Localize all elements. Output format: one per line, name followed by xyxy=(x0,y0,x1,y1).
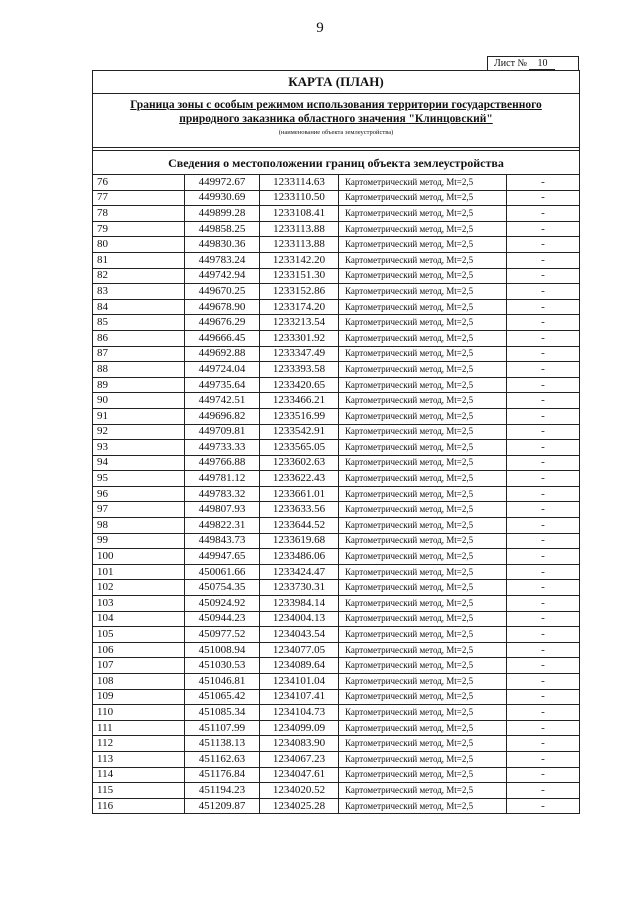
y-coordinate-cell: 1234104.73 xyxy=(260,705,339,721)
point-number-cell: 85 xyxy=(93,315,185,331)
x-coordinate-cell: 451176.84 xyxy=(185,767,260,783)
precision-cell: - xyxy=(507,190,580,206)
x-coordinate-cell: 449972.67 xyxy=(185,175,260,190)
point-number-cell: 97 xyxy=(93,502,185,518)
x-coordinate-cell: 451209.87 xyxy=(185,798,260,813)
precision-cell: - xyxy=(507,486,580,502)
table-row xyxy=(93,689,579,705)
point-number-cell: 83 xyxy=(93,284,185,300)
point-number-cell: 115 xyxy=(93,783,185,799)
method-cell: Картометрический метод, Mt=2,5 xyxy=(339,705,507,721)
table-row xyxy=(93,330,579,346)
x-coordinate-cell: 451008.94 xyxy=(185,642,260,658)
precision-cell: - xyxy=(507,346,580,362)
x-coordinate-cell: 449709.81 xyxy=(185,424,260,440)
table-row xyxy=(93,751,579,767)
y-coordinate-cell: 1233486.06 xyxy=(260,549,339,565)
y-coordinate-cell: 1233516.99 xyxy=(260,408,339,424)
table-row xyxy=(93,533,579,549)
point-number-cell: 80 xyxy=(93,237,185,253)
point-number-cell: 114 xyxy=(93,767,185,783)
method-cell: Картометрический метод, Mt=2,5 xyxy=(339,424,507,440)
point-number-cell: 87 xyxy=(93,346,185,362)
table-row xyxy=(93,362,579,378)
precision-cell: - xyxy=(507,315,580,331)
method-cell: Картометрический метод, Mt=2,5 xyxy=(339,674,507,690)
precision-cell: - xyxy=(507,393,580,409)
x-coordinate-cell: 449670.25 xyxy=(185,284,260,300)
precision-cell: - xyxy=(507,564,580,580)
y-coordinate-cell: 1234089.64 xyxy=(260,658,339,674)
x-coordinate-cell: 449733.33 xyxy=(185,440,260,456)
method-cell: Картометрический метод, Mt=2,5 xyxy=(339,268,507,284)
point-number-cell: 107 xyxy=(93,658,185,674)
table-row xyxy=(93,175,579,190)
method-cell: Картометрический метод, Mt=2,5 xyxy=(339,580,507,596)
point-number-cell: 105 xyxy=(93,627,185,643)
y-coordinate-cell: 1233110.50 xyxy=(260,190,339,206)
y-coordinate-cell: 1234043.54 xyxy=(260,627,339,643)
method-cell: Картометрический метод, Mt=2,5 xyxy=(339,611,507,627)
precision-cell: - xyxy=(507,658,580,674)
precision-cell: - xyxy=(507,299,580,315)
object-name-line-2: природного заказника областного значения "Клинцовский" xyxy=(179,113,493,125)
table-row xyxy=(93,440,579,456)
y-coordinate-cell: 1233622.43 xyxy=(260,471,339,487)
method-cell: Картометрический метод, Mt=2,5 xyxy=(339,658,507,674)
y-coordinate-cell: 1233301.92 xyxy=(260,330,339,346)
table-row xyxy=(93,549,579,565)
precision-cell: - xyxy=(507,377,580,393)
table-row xyxy=(93,502,579,518)
y-coordinate-cell: 1233113.88 xyxy=(260,237,339,253)
x-coordinate-cell: 449742.94 xyxy=(185,268,260,284)
y-coordinate-cell: 1233393.58 xyxy=(260,362,339,378)
point-number-cell: 95 xyxy=(93,471,185,487)
x-coordinate-cell: 449822.31 xyxy=(185,518,260,534)
x-coordinate-cell: 451046.81 xyxy=(185,674,260,690)
y-coordinate-cell: 1233602.63 xyxy=(260,455,339,471)
y-coordinate-cell: 1234004.13 xyxy=(260,611,339,627)
method-cell: Картометрический метод, Mt=2,5 xyxy=(339,471,507,487)
page-number: 9 xyxy=(316,20,324,36)
y-coordinate-cell: 1233151.30 xyxy=(260,268,339,284)
method-cell: Картометрический метод, Mt=2,5 xyxy=(339,627,507,643)
x-coordinate-cell: 449947.65 xyxy=(185,549,260,565)
point-number-cell: 91 xyxy=(93,408,185,424)
method-cell: Картометрический метод, Mt=2,5 xyxy=(339,720,507,736)
x-coordinate-cell: 449724.04 xyxy=(185,362,260,378)
table-row xyxy=(93,268,579,284)
table-row xyxy=(93,408,579,424)
precision-cell: - xyxy=(507,518,580,534)
x-coordinate-cell: 451162.63 xyxy=(185,751,260,767)
coordinates-table xyxy=(93,175,579,813)
precision-cell: - xyxy=(507,471,580,487)
x-coordinate-cell: 449807.93 xyxy=(185,502,260,518)
table-row xyxy=(93,299,579,315)
x-coordinate-cell: 450061.66 xyxy=(185,564,260,580)
method-cell: Картометрический метод, Mt=2,5 xyxy=(339,330,507,346)
y-coordinate-cell: 1233984.14 xyxy=(260,596,339,612)
method-cell: Картометрический метод, Mt=2,5 xyxy=(339,564,507,580)
table-row xyxy=(93,596,579,612)
precision-cell: - xyxy=(507,767,580,783)
y-coordinate-cell: 1234047.61 xyxy=(260,767,339,783)
x-coordinate-cell: 449678.90 xyxy=(185,299,260,315)
table-row xyxy=(93,720,579,736)
y-coordinate-cell: 1233174.20 xyxy=(260,299,339,315)
precision-cell: - xyxy=(507,284,580,300)
point-number-cell: 92 xyxy=(93,424,185,440)
method-cell: Картометрический метод, Mt=2,5 xyxy=(339,798,507,813)
precision-cell: - xyxy=(507,268,580,284)
method-cell: Картометрический метод, Mt=2,5 xyxy=(339,751,507,767)
method-cell: Картометрический метод, Mt=2,5 xyxy=(339,455,507,471)
method-cell: Картометрический метод, Mt=2,5 xyxy=(339,533,507,549)
table-row xyxy=(93,206,579,222)
precision-cell: - xyxy=(507,175,580,190)
point-number-cell: 98 xyxy=(93,518,185,534)
precision-cell: - xyxy=(507,362,580,378)
precision-cell: - xyxy=(507,502,580,518)
point-number-cell: 108 xyxy=(93,674,185,690)
precision-cell: - xyxy=(507,751,580,767)
point-number-cell: 77 xyxy=(93,190,185,206)
precision-cell: - xyxy=(507,674,580,690)
method-cell: Картометрический метод, Mt=2,5 xyxy=(339,252,507,268)
table-row xyxy=(93,237,579,253)
point-number-cell: 86 xyxy=(93,330,185,346)
y-coordinate-cell: 1233420.65 xyxy=(260,377,339,393)
table-row xyxy=(93,486,579,502)
method-cell: Картометрический метод, Mt=2,5 xyxy=(339,362,507,378)
x-coordinate-cell: 449830.36 xyxy=(185,237,260,253)
precision-cell: - xyxy=(507,252,580,268)
object-name-caption: (наименование объекта землеустройства) xyxy=(278,129,394,136)
precision-cell: - xyxy=(507,580,580,596)
method-cell: Картометрический метод, Mt=2,5 xyxy=(339,767,507,783)
method-cell: Картометрический метод, Mt=2,5 xyxy=(339,486,507,502)
point-number-cell: 94 xyxy=(93,455,185,471)
table-row xyxy=(93,190,579,206)
table-row xyxy=(93,455,579,471)
x-coordinate-cell: 449781.12 xyxy=(185,471,260,487)
table-row xyxy=(93,798,579,813)
precision-cell: - xyxy=(507,798,580,813)
x-coordinate-cell: 451065.42 xyxy=(185,689,260,705)
x-coordinate-cell: 449766.88 xyxy=(185,455,260,471)
sheet-label: Лист № xyxy=(494,58,527,69)
method-cell: Картометрический метод, Mt=2,5 xyxy=(339,206,507,222)
y-coordinate-cell: 1233114.63 xyxy=(260,175,339,190)
method-cell: Картометрический метод, Mt=2,5 xyxy=(339,284,507,300)
method-cell: Картометрический метод, Mt=2,5 xyxy=(339,175,507,190)
y-coordinate-cell: 1233347.49 xyxy=(260,346,339,362)
x-coordinate-cell: 449676.29 xyxy=(185,315,260,331)
table-row xyxy=(93,767,579,783)
table-row xyxy=(93,393,579,409)
x-coordinate-cell: 451194.23 xyxy=(185,783,260,799)
y-coordinate-cell: 1233565.05 xyxy=(260,440,339,456)
point-number-cell: 79 xyxy=(93,221,185,237)
point-number-cell: 81 xyxy=(93,252,185,268)
point-number-cell: 89 xyxy=(93,377,185,393)
x-coordinate-cell: 449930.69 xyxy=(185,190,260,206)
point-number-cell: 88 xyxy=(93,362,185,378)
x-coordinate-cell: 449899.28 xyxy=(185,206,260,222)
y-coordinate-cell: 1234077.05 xyxy=(260,642,339,658)
y-coordinate-cell: 1234067.23 xyxy=(260,751,339,767)
x-coordinate-cell: 449783.32 xyxy=(185,486,260,502)
point-number-cell: 109 xyxy=(93,689,185,705)
table-row xyxy=(93,736,579,752)
x-coordinate-cell: 449666.45 xyxy=(185,330,260,346)
table-row xyxy=(93,315,579,331)
table-row xyxy=(93,783,579,799)
y-coordinate-cell: 1234101.04 xyxy=(260,674,339,690)
method-cell: Картометрический метод, Mt=2,5 xyxy=(339,299,507,315)
precision-cell: - xyxy=(507,642,580,658)
precision-cell: - xyxy=(507,533,580,549)
point-number-cell: 96 xyxy=(93,486,185,502)
y-coordinate-cell: 1234107.41 xyxy=(260,689,339,705)
x-coordinate-cell: 449696.82 xyxy=(185,408,260,424)
y-coordinate-cell: 1233424.47 xyxy=(260,564,339,580)
point-number-cell: 82 xyxy=(93,268,185,284)
precision-cell: - xyxy=(507,627,580,643)
precision-cell: - xyxy=(507,237,580,253)
point-number-cell: 106 xyxy=(93,642,185,658)
object-name-line-1: Граница зоны с особым режимом использования территории государственного xyxy=(130,99,542,111)
precision-cell: - xyxy=(507,720,580,736)
x-coordinate-cell: 451085.34 xyxy=(185,705,260,721)
method-cell: Картометрический метод, Mt=2,5 xyxy=(339,502,507,518)
point-number-cell: 113 xyxy=(93,751,185,767)
y-coordinate-cell: 1234083.90 xyxy=(260,736,339,752)
x-coordinate-cell: 451107.99 xyxy=(185,720,260,736)
precision-cell: - xyxy=(507,206,580,222)
x-coordinate-cell: 449742.51 xyxy=(185,393,260,409)
table-row xyxy=(93,564,579,580)
x-coordinate-cell: 449735.64 xyxy=(185,377,260,393)
precision-cell: - xyxy=(507,596,580,612)
sheet-number-box xyxy=(487,56,579,70)
y-coordinate-cell: 1233466.21 xyxy=(260,393,339,409)
section-title: Сведения о местоположении границ объекта землеустройства xyxy=(93,151,579,175)
point-number-cell: 112 xyxy=(93,736,185,752)
y-coordinate-cell: 1233213.54 xyxy=(260,315,339,331)
method-cell: Картометрический метод, Mt=2,5 xyxy=(339,518,507,534)
y-coordinate-cell: 1233730.31 xyxy=(260,580,339,596)
table-row xyxy=(93,424,579,440)
object-name-block xyxy=(93,94,579,148)
point-number-cell: 101 xyxy=(93,564,185,580)
point-number-cell: 100 xyxy=(93,549,185,565)
precision-cell: - xyxy=(507,424,580,440)
y-coordinate-cell: 1234020.52 xyxy=(260,783,339,799)
table-row xyxy=(93,284,579,300)
table-row xyxy=(93,252,579,268)
table-row xyxy=(93,518,579,534)
method-cell: Картометрический метод, Mt=2,5 xyxy=(339,440,507,456)
method-cell: Картометрический метод, Mt=2,5 xyxy=(339,736,507,752)
x-coordinate-cell: 450754.35 xyxy=(185,580,260,596)
method-cell: Картометрический метод, Mt=2,5 xyxy=(339,190,507,206)
table-row xyxy=(93,705,579,721)
table-row xyxy=(93,674,579,690)
point-number-cell: 104 xyxy=(93,611,185,627)
x-coordinate-cell: 450944.23 xyxy=(185,611,260,627)
precision-cell: - xyxy=(507,549,580,565)
table-row xyxy=(93,611,579,627)
x-coordinate-cell: 450977.52 xyxy=(185,627,260,643)
x-coordinate-cell: 449783.24 xyxy=(185,252,260,268)
y-coordinate-cell: 1233108.41 xyxy=(260,206,339,222)
y-coordinate-cell: 1234025.28 xyxy=(260,798,339,813)
table-row xyxy=(93,471,579,487)
y-coordinate-cell: 1233661.01 xyxy=(260,486,339,502)
precision-cell: - xyxy=(507,736,580,752)
y-coordinate-cell: 1233644.52 xyxy=(260,518,339,534)
table-row xyxy=(93,580,579,596)
method-cell: Картометрический метод, Mt=2,5 xyxy=(339,642,507,658)
precision-cell: - xyxy=(507,221,580,237)
table-row xyxy=(93,642,579,658)
method-cell: Картометрический метод, Mt=2,5 xyxy=(339,346,507,362)
method-cell: Картометрический метод, Mt=2,5 xyxy=(339,783,507,799)
table-row xyxy=(93,658,579,674)
point-number-cell: 90 xyxy=(93,393,185,409)
y-coordinate-cell: 1233633.56 xyxy=(260,502,339,518)
precision-cell: - xyxy=(507,783,580,799)
document-title: КАРТА (ПЛАН) xyxy=(93,71,579,94)
table-row xyxy=(93,377,579,393)
method-cell: Картометрический метод, Mt=2,5 xyxy=(339,689,507,705)
precision-cell: - xyxy=(507,455,580,471)
table-row xyxy=(93,221,579,237)
x-coordinate-cell: 451030.53 xyxy=(185,658,260,674)
table-row xyxy=(93,627,579,643)
precision-cell: - xyxy=(507,705,580,721)
method-cell: Картометрический метод, Mt=2,5 xyxy=(339,315,507,331)
point-number-cell: 99 xyxy=(93,533,185,549)
table-row xyxy=(93,346,579,362)
precision-cell: - xyxy=(507,611,580,627)
method-cell: Картометрический метод, Mt=2,5 xyxy=(339,377,507,393)
point-number-cell: 76 xyxy=(93,175,185,190)
point-number-cell: 78 xyxy=(93,206,185,222)
method-cell: Картометрический метод, Mt=2,5 xyxy=(339,393,507,409)
method-cell: Картометрический метод, Mt=2,5 xyxy=(339,549,507,565)
precision-cell: - xyxy=(507,440,580,456)
precision-cell: - xyxy=(507,408,580,424)
document-frame xyxy=(92,70,580,814)
point-number-cell: 111 xyxy=(93,720,185,736)
x-coordinate-cell: 450924.92 xyxy=(185,596,260,612)
point-number-cell: 116 xyxy=(93,798,185,813)
precision-cell: - xyxy=(507,689,580,705)
point-number-cell: 84 xyxy=(93,299,185,315)
point-number-cell: 102 xyxy=(93,580,185,596)
y-coordinate-cell: 1233142.20 xyxy=(260,252,339,268)
method-cell: Картометрический метод, Mt=2,5 xyxy=(339,221,507,237)
sheet-number: 10 xyxy=(529,58,555,70)
method-cell: Картометрический метод, Mt=2,5 xyxy=(339,596,507,612)
y-coordinate-cell: 1233152.86 xyxy=(260,284,339,300)
x-coordinate-cell: 449843.73 xyxy=(185,533,260,549)
point-number-cell: 103 xyxy=(93,596,185,612)
x-coordinate-cell: 449692.88 xyxy=(185,346,260,362)
point-number-cell: 93 xyxy=(93,440,185,456)
y-coordinate-cell: 1233619.68 xyxy=(260,533,339,549)
x-coordinate-cell: 451138.13 xyxy=(185,736,260,752)
method-cell: Картометрический метод, Mt=2,5 xyxy=(339,408,507,424)
x-coordinate-cell: 449858.25 xyxy=(185,221,260,237)
method-cell: Картометрический метод, Mt=2,5 xyxy=(339,237,507,253)
point-number-cell: 110 xyxy=(93,705,185,721)
y-coordinate-cell: 1233113.88 xyxy=(260,221,339,237)
y-coordinate-cell: 1233542.91 xyxy=(260,424,339,440)
y-coordinate-cell: 1234099.09 xyxy=(260,720,339,736)
precision-cell: - xyxy=(507,330,580,346)
